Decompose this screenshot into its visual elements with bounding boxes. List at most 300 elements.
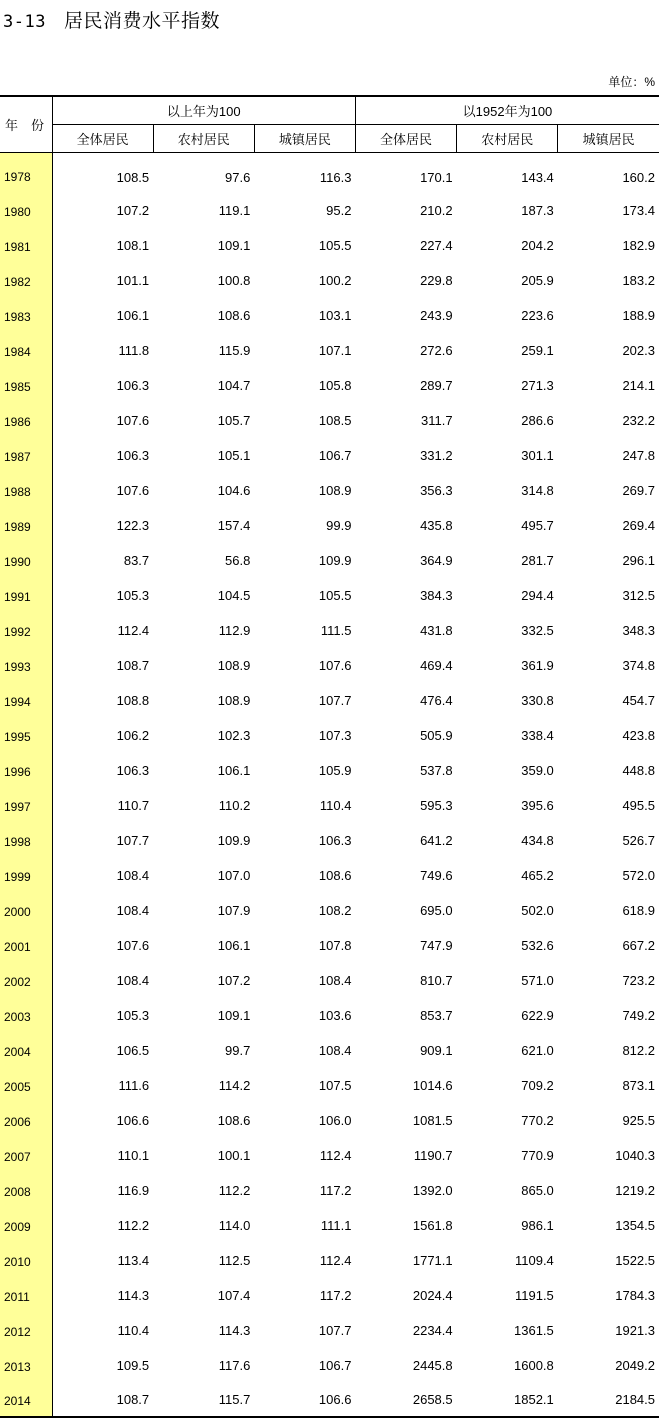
table-row bbox=[0, 1068, 659, 1103]
rural-residents-prev-cell: 117.6 bbox=[218, 1358, 251, 1373]
rural-residents-1952-cell: 621.0 bbox=[521, 1043, 554, 1058]
all-residents-1952-cell: 505.9 bbox=[420, 728, 453, 743]
all-residents-prev-cell: 108.1 bbox=[116, 238, 150, 253]
table-body bbox=[0, 153, 659, 1418]
all-residents-prev-cell: 107.6 bbox=[116, 483, 150, 498]
urban-residents-1952-cell: 269.4 bbox=[622, 518, 655, 533]
urban-residents-1952-cell: 173.4 bbox=[622, 203, 655, 218]
year-cell: 1997 bbox=[0, 788, 52, 823]
urban-residents-1952-cell: 2049.2 bbox=[615, 1358, 655, 1373]
all-residents-1952-cell: 2445.8 bbox=[412, 1358, 453, 1373]
table-row bbox=[0, 718, 659, 753]
rural-residents-1952-cell: 223.6 bbox=[521, 308, 554, 323]
rural-residents-1952-cell: 986.1 bbox=[521, 1218, 554, 1233]
rural-residents-prev-cell: 108.6 bbox=[217, 308, 251, 323]
urban-residents-prev-cell: 107.6 bbox=[318, 658, 352, 673]
rural-residents-prev-cell: 104.7 bbox=[217, 378, 251, 393]
all-residents-1952-cell: 641.2 bbox=[420, 833, 453, 848]
rural-residents-1952-cell: 622.9 bbox=[521, 1008, 554, 1023]
year-cell: 1982 bbox=[0, 263, 52, 298]
all-residents-prev-cell: 114.3 bbox=[117, 1288, 150, 1303]
urban-residents-prev-cell: 111.5 bbox=[320, 623, 352, 638]
all-residents-1952-cell: 747.9 bbox=[420, 938, 453, 953]
urban-residents-prev-cell: 106.0 bbox=[318, 1113, 352, 1128]
urban-residents-prev-cell: 108.9 bbox=[318, 483, 352, 498]
urban-residents-1952-cell: 812.2 bbox=[622, 1043, 655, 1058]
year-cell: 1988 bbox=[0, 473, 52, 508]
all-residents-1952-cell: 170.1 bbox=[420, 169, 453, 185]
all-residents-1952-cell: 289.7 bbox=[420, 378, 453, 393]
year-cell: 1983 bbox=[0, 298, 52, 333]
rural-residents-1952-cell: 361.9 bbox=[521, 658, 554, 673]
rural-residents-prev-cell: 56.8 bbox=[225, 553, 251, 568]
rural-residents-1952-cell: 770.2 bbox=[521, 1113, 554, 1128]
all-residents-prev-cell: 106.3 bbox=[116, 448, 150, 463]
urban-residents-1952-cell: 188.9 bbox=[622, 308, 655, 323]
year-cell: 1985 bbox=[0, 368, 52, 403]
rural-residents-1952-cell: 143.4 bbox=[521, 169, 554, 185]
year-cell: 2014 bbox=[0, 1383, 52, 1417]
rural-residents-1952-cell: 495.7 bbox=[521, 518, 554, 533]
rural-residents-prev-cell: 100.8 bbox=[217, 273, 251, 288]
col-header-all-residents: 全体居民 bbox=[52, 125, 153, 153]
urban-residents-1952-cell: 495.5 bbox=[622, 798, 655, 813]
urban-residents-1952-cell: 1921.3 bbox=[615, 1323, 655, 1338]
urban-residents-1952-cell: 749.2 bbox=[622, 1008, 655, 1023]
year-cell: 1999 bbox=[0, 858, 52, 893]
year-cell: 2011 bbox=[0, 1278, 52, 1313]
urban-residents-1952-cell: 269.7 bbox=[622, 483, 655, 498]
rural-residents-1952-cell: 294.4 bbox=[521, 588, 554, 603]
year-cell: 2006 bbox=[0, 1103, 52, 1138]
urban-residents-prev-cell: 106.7 bbox=[318, 448, 352, 463]
urban-residents-prev-cell: 108.2 bbox=[318, 903, 352, 918]
all-residents-prev-cell: 107.6 bbox=[116, 413, 150, 428]
rural-residents-prev-cell: 115.7 bbox=[153, 1383, 254, 1417]
all-residents-prev-cell: 107.6 bbox=[116, 938, 150, 953]
rural-residents-1952-cell: 338.4 bbox=[521, 728, 554, 743]
rural-residents-prev-cell: 112.9 bbox=[218, 623, 251, 638]
year-cell: 2005 bbox=[0, 1068, 52, 1103]
all-residents-1952-cell: 1561.8 bbox=[412, 1218, 453, 1233]
urban-residents-prev-cell: 108.4 bbox=[318, 1043, 352, 1058]
all-residents-1952-cell: 210.2 bbox=[420, 203, 453, 218]
urban-residents-prev-cell: 105.5 bbox=[318, 588, 352, 603]
all-residents-1952-cell: 229.8 bbox=[420, 273, 453, 288]
rural-residents-1952-cell: 359.0 bbox=[521, 763, 554, 778]
all-residents-1952-cell: 2024.4 bbox=[412, 1288, 453, 1303]
table-row bbox=[0, 578, 659, 613]
all-residents-1952-cell: 695.0 bbox=[420, 903, 453, 918]
table-row bbox=[0, 1138, 659, 1173]
urban-residents-1952-cell: 247.8 bbox=[622, 448, 655, 463]
all-residents-prev-cell: 112.4 bbox=[117, 623, 150, 638]
rural-residents-prev-cell: 108.6 bbox=[217, 1113, 251, 1128]
table-row bbox=[0, 893, 659, 928]
urban-residents-prev-cell: 105.8 bbox=[318, 378, 352, 393]
rural-residents-prev-cell: 104.6 bbox=[217, 483, 251, 498]
year-cell: 2012 bbox=[0, 1313, 52, 1348]
all-residents-1952-cell: 1081.5 bbox=[412, 1113, 453, 1128]
col-header-urban-residents: 城镇居民 bbox=[558, 125, 659, 153]
all-residents-1952-cell: 749.6 bbox=[420, 868, 453, 883]
all-residents-prev-cell: 106.6 bbox=[116, 1113, 150, 1128]
rural-residents-prev-cell: 105.7 bbox=[217, 413, 251, 428]
table-row bbox=[0, 1173, 659, 1208]
table-row bbox=[0, 788, 659, 823]
urban-residents-prev-cell: 111.1 bbox=[320, 1218, 352, 1233]
rural-residents-prev-cell: 109.1 bbox=[217, 238, 251, 253]
year-cell: 2010 bbox=[0, 1243, 52, 1278]
urban-residents-prev-cell: 106.6 bbox=[254, 1383, 355, 1417]
col-header-all-residents: 全体居民 bbox=[355, 125, 456, 153]
urban-residents-prev-cell: 110.4 bbox=[319, 798, 352, 813]
rural-residents-prev-cell: 157.4 bbox=[217, 518, 251, 533]
rural-residents-prev-cell: 97.6 bbox=[225, 169, 251, 185]
table-row bbox=[0, 1033, 659, 1068]
all-residents-1952-cell: 1771.1 bbox=[412, 1253, 453, 1268]
rural-residents-1952-cell: 770.9 bbox=[521, 1148, 554, 1163]
urban-residents-1952-cell: 572.0 bbox=[622, 868, 655, 883]
table-row bbox=[0, 1243, 659, 1278]
urban-residents-1952-cell: 183.2 bbox=[622, 273, 655, 288]
all-residents-prev-cell: 111.6 bbox=[118, 1078, 150, 1093]
urban-residents-1952-cell: 448.8 bbox=[622, 763, 655, 778]
all-residents-prev-cell: 110.7 bbox=[117, 798, 150, 813]
urban-residents-prev-cell: 109.9 bbox=[318, 553, 352, 568]
all-residents-prev-cell: 108.4 bbox=[116, 973, 150, 988]
table-row bbox=[0, 368, 659, 403]
all-residents-prev-cell: 122.3 bbox=[116, 518, 150, 533]
table-row bbox=[0, 263, 659, 298]
group-header-1952: 以1952年为100 bbox=[355, 96, 659, 125]
all-residents-prev-cell: 106.5 bbox=[116, 1043, 150, 1058]
table-row bbox=[0, 858, 659, 893]
all-residents-1952-cell: 469.4 bbox=[420, 658, 453, 673]
rural-residents-prev-cell: 114.3 bbox=[218, 1323, 251, 1338]
all-residents-1952-cell: 595.3 bbox=[420, 798, 453, 813]
rural-residents-1952-cell: 571.0 bbox=[521, 973, 554, 988]
rural-residents-1952-cell: 465.2 bbox=[521, 868, 554, 883]
urban-residents-1952-cell: 214.1 bbox=[622, 378, 655, 393]
rural-residents-prev-cell: 114.2 bbox=[218, 1078, 251, 1093]
rural-residents-prev-cell: 107.2 bbox=[217, 973, 251, 988]
all-residents-prev-cell: 108.7 bbox=[52, 1383, 153, 1417]
urban-residents-1952-cell: 202.3 bbox=[622, 343, 655, 358]
urban-residents-1952-cell: 1219.2 bbox=[615, 1183, 655, 1198]
rural-residents-prev-cell: 106.1 bbox=[217, 763, 251, 778]
urban-residents-prev-cell: 107.7 bbox=[318, 1323, 352, 1338]
rural-residents-1952-cell: 330.8 bbox=[521, 693, 554, 708]
urban-residents-prev-cell: 117.2 bbox=[319, 1183, 352, 1198]
rural-residents-1952-cell: 1191.5 bbox=[514, 1288, 554, 1303]
urban-residents-prev-cell: 107.8 bbox=[318, 938, 352, 953]
table-row bbox=[0, 963, 659, 998]
urban-residents-prev-cell: 106.7 bbox=[318, 1358, 352, 1373]
year-cell: 1987 bbox=[0, 438, 52, 473]
all-residents-prev-cell: 112.2 bbox=[117, 1218, 150, 1233]
all-residents-prev-cell: 111.8 bbox=[118, 343, 150, 358]
urban-residents-1952-cell: 873.1 bbox=[622, 1078, 655, 1093]
all-residents-1952-cell: 810.7 bbox=[420, 973, 453, 988]
table-row bbox=[0, 1278, 659, 1313]
urban-residents-1952-cell: 296.1 bbox=[622, 553, 655, 568]
all-residents-prev-cell: 106.1 bbox=[116, 308, 150, 323]
year-cell: 1981 bbox=[0, 228, 52, 263]
rural-residents-1952-cell: 187.3 bbox=[521, 203, 554, 218]
rural-residents-prev-cell: 102.3 bbox=[217, 728, 251, 743]
col-header-rural-residents: 农村居民 bbox=[457, 125, 558, 153]
table-row bbox=[0, 683, 659, 718]
all-residents-prev-cell: 108.4 bbox=[116, 868, 150, 883]
all-residents-prev-cell: 110.1 bbox=[117, 1148, 150, 1163]
rural-residents-prev-cell: 107.0 bbox=[217, 868, 251, 883]
all-residents-1952-cell: 243.9 bbox=[420, 308, 453, 323]
year-cell: 1992 bbox=[0, 613, 52, 648]
rural-residents-1952-cell: 1361.5 bbox=[514, 1323, 554, 1338]
table-row bbox=[0, 648, 659, 683]
year-cell: 2013 bbox=[0, 1348, 52, 1383]
rural-residents-prev-cell: 109.1 bbox=[217, 1008, 251, 1023]
rural-residents-1952-cell: 395.6 bbox=[521, 798, 554, 813]
all-residents-prev-cell: 107.7 bbox=[116, 833, 150, 848]
table-row bbox=[0, 753, 659, 788]
urban-residents-1952-cell: 182.9 bbox=[622, 238, 655, 253]
rural-residents-1952-cell: 1109.4 bbox=[514, 1253, 554, 1268]
all-residents-1952-cell: 853.7 bbox=[420, 1008, 453, 1023]
table-row bbox=[0, 928, 659, 963]
table-row bbox=[0, 1208, 659, 1243]
year-cell: 1986 bbox=[0, 403, 52, 438]
rural-residents-prev-cell: 112.5 bbox=[218, 1253, 251, 1268]
year-cell: 2007 bbox=[0, 1138, 52, 1173]
year-cell: 2008 bbox=[0, 1173, 52, 1208]
rural-residents-1952-cell: 271.3 bbox=[521, 378, 554, 393]
urban-residents-prev-cell: 112.4 bbox=[319, 1253, 352, 1268]
table-row bbox=[0, 333, 659, 368]
urban-residents-1952-cell: 423.8 bbox=[622, 728, 655, 743]
rural-residents-1952-cell: 281.7 bbox=[521, 553, 554, 568]
year-cell: 1989 bbox=[0, 508, 52, 543]
table-row bbox=[0, 1103, 659, 1138]
urban-residents-1952-cell: 374.8 bbox=[622, 658, 655, 673]
table-number: 3-13 bbox=[3, 12, 46, 32]
year-cell: 2001 bbox=[0, 928, 52, 963]
rural-residents-1952-cell: 709.2 bbox=[521, 1078, 554, 1093]
all-residents-prev-cell: 106.2 bbox=[116, 728, 150, 743]
urban-residents-1952-cell: 1784.3 bbox=[615, 1288, 655, 1303]
all-residents-prev-cell: 116.9 bbox=[117, 1183, 150, 1198]
rural-residents-prev-cell: 114.0 bbox=[218, 1218, 251, 1233]
group-header-previous-year: 以上年为100 bbox=[52, 96, 355, 125]
urban-residents-prev-cell: 108.5 bbox=[318, 413, 352, 428]
rural-residents-1952-cell: 1852.1 bbox=[457, 1383, 558, 1417]
rural-residents-1952-cell: 204.2 bbox=[521, 238, 554, 253]
rural-residents-1952-cell: 314.8 bbox=[521, 483, 554, 498]
year-cell: 1996 bbox=[0, 753, 52, 788]
rural-residents-1952-cell: 301.1 bbox=[521, 448, 554, 463]
all-residents-1952-cell: 311.7 bbox=[421, 413, 453, 428]
urban-residents-prev-cell: 103.6 bbox=[318, 1008, 352, 1023]
table-row bbox=[0, 403, 659, 438]
all-residents-1952-cell: 331.2 bbox=[420, 448, 453, 463]
all-residents-prev-cell: 106.3 bbox=[116, 378, 150, 393]
urban-residents-1952-cell: 160.2 bbox=[622, 169, 655, 185]
year-cell: 2009 bbox=[0, 1208, 52, 1243]
urban-residents-prev-cell: 106.3 bbox=[318, 833, 352, 848]
table-row bbox=[0, 1348, 659, 1383]
page-title bbox=[3, 6, 220, 33]
rural-residents-prev-cell: 105.1 bbox=[217, 448, 251, 463]
urban-residents-1952-cell: 618.9 bbox=[622, 903, 655, 918]
urban-residents-1952-cell: 312.5 bbox=[622, 588, 655, 603]
all-residents-1952-cell: 227.4 bbox=[420, 238, 453, 253]
table-row bbox=[0, 1383, 659, 1417]
rural-residents-prev-cell: 100.1 bbox=[217, 1148, 251, 1163]
all-residents-1952-cell: 537.8 bbox=[420, 763, 453, 778]
urban-residents-prev-cell: 117.2 bbox=[319, 1288, 352, 1303]
urban-residents-prev-cell: 107.7 bbox=[318, 693, 352, 708]
urban-residents-prev-cell: 105.5 bbox=[318, 238, 352, 253]
all-residents-prev-cell: 108.4 bbox=[116, 903, 150, 918]
urban-residents-1952-cell: 925.5 bbox=[622, 1113, 655, 1128]
table-row bbox=[0, 153, 659, 194]
year-cell: 2004 bbox=[0, 1033, 52, 1068]
rural-residents-1952-cell: 532.6 bbox=[521, 938, 554, 953]
urban-residents-prev-cell: 112.4 bbox=[319, 1148, 352, 1163]
rural-residents-prev-cell: 99.7 bbox=[225, 1043, 251, 1058]
rural-residents-1952-cell: 259.1 bbox=[521, 343, 554, 358]
table-row bbox=[0, 473, 659, 508]
table-row bbox=[0, 228, 659, 263]
urban-residents-prev-cell: 107.5 bbox=[318, 1078, 352, 1093]
all-residents-prev-cell: 108.8 bbox=[116, 693, 150, 708]
year-cell: 1984 bbox=[0, 333, 52, 368]
all-residents-1952-cell: 2234.4 bbox=[412, 1323, 453, 1338]
urban-residents-1952-cell: 2184.5 bbox=[558, 1383, 659, 1417]
rural-residents-1952-cell: 502.0 bbox=[521, 903, 554, 918]
rural-residents-prev-cell: 110.2 bbox=[218, 798, 251, 813]
rural-residents-1952-cell: 865.0 bbox=[521, 1183, 554, 1198]
rural-residents-prev-cell: 104.5 bbox=[217, 588, 251, 603]
all-residents-prev-cell: 113.4 bbox=[117, 1253, 150, 1268]
rural-residents-1952-cell: 434.8 bbox=[521, 833, 554, 848]
all-residents-1952-cell: 435.8 bbox=[420, 518, 453, 533]
table-row bbox=[0, 998, 659, 1033]
all-residents-prev-cell: 101.1 bbox=[116, 273, 150, 288]
all-residents-1952-cell: 1392.0 bbox=[412, 1183, 453, 1198]
urban-residents-1952-cell: 526.7 bbox=[622, 833, 655, 848]
all-residents-prev-cell: 105.3 bbox=[116, 588, 150, 603]
year-column-header: 年 份 bbox=[0, 96, 52, 153]
urban-residents-prev-cell: 116.3 bbox=[319, 169, 352, 185]
table-row bbox=[0, 823, 659, 858]
urban-residents-prev-cell: 100.2 bbox=[318, 273, 352, 288]
year-cell: 1978 bbox=[0, 153, 52, 194]
urban-residents-1952-cell: 232.2 bbox=[622, 413, 655, 428]
year-cell: 1994 bbox=[0, 683, 52, 718]
urban-residents-prev-cell: 99.9 bbox=[326, 518, 352, 533]
all-residents-1952-cell: 2658.5 bbox=[355, 1383, 456, 1417]
all-residents-prev-cell: 107.2 bbox=[116, 203, 150, 218]
all-residents-1952-cell: 1014.6 bbox=[412, 1078, 453, 1093]
table-row bbox=[0, 298, 659, 333]
urban-residents-1952-cell: 667.2 bbox=[622, 938, 655, 953]
table-row bbox=[0, 438, 659, 473]
all-residents-prev-cell: 108.7 bbox=[116, 658, 150, 673]
rural-residents-prev-cell: 109.9 bbox=[217, 833, 251, 848]
table-row bbox=[0, 193, 659, 228]
all-residents-1952-cell: 431.8 bbox=[420, 623, 453, 638]
all-residents-prev-cell: 105.3 bbox=[116, 1008, 150, 1023]
urban-residents-prev-cell: 108.4 bbox=[318, 973, 352, 988]
col-header-urban-residents: 城镇居民 bbox=[254, 125, 355, 153]
rural-residents-1952-cell: 332.5 bbox=[521, 623, 554, 638]
all-residents-prev-cell: 108.5 bbox=[116, 169, 150, 185]
unit-label: 单位：% bbox=[608, 75, 655, 89]
urban-residents-prev-cell: 105.9 bbox=[318, 763, 352, 778]
urban-residents-1952-cell: 454.7 bbox=[622, 693, 655, 708]
rural-residents-prev-cell: 108.9 bbox=[217, 658, 251, 673]
rural-residents-prev-cell: 115.9 bbox=[218, 343, 251, 358]
rural-residents-1952-cell: 1600.8 bbox=[514, 1358, 554, 1373]
consumption-index-table bbox=[0, 95, 659, 1418]
year-cell: 1990 bbox=[0, 543, 52, 578]
urban-residents-1952-cell: 1522.5 bbox=[615, 1253, 655, 1268]
year-cell: 2000 bbox=[0, 893, 52, 928]
all-residents-1952-cell: 1190.7 bbox=[413, 1148, 453, 1163]
all-residents-prev-cell: 83.7 bbox=[123, 553, 150, 568]
rural-residents-1952-cell: 286.6 bbox=[521, 413, 554, 428]
year-cell: 1980 bbox=[0, 193, 52, 228]
urban-residents-1952-cell: 1354.5 bbox=[615, 1218, 655, 1233]
table-row bbox=[0, 508, 659, 543]
rural-residents-prev-cell: 106.1 bbox=[217, 938, 251, 953]
all-residents-1952-cell: 364.9 bbox=[420, 553, 453, 568]
table-row bbox=[0, 543, 659, 578]
urban-residents-prev-cell: 107.1 bbox=[318, 343, 352, 358]
table-title: 居民消费水平指数 bbox=[63, 11, 220, 32]
urban-residents-prev-cell: 107.3 bbox=[318, 728, 352, 743]
all-residents-1952-cell: 272.6 bbox=[420, 343, 453, 358]
year-cell: 1993 bbox=[0, 648, 52, 683]
all-residents-1952-cell: 476.4 bbox=[420, 693, 453, 708]
urban-residents-1952-cell: 1040.3 bbox=[615, 1148, 655, 1163]
urban-residents-prev-cell: 108.6 bbox=[318, 868, 352, 883]
urban-residents-prev-cell: 103.1 bbox=[318, 308, 352, 323]
all-residents-1952-cell: 909.1 bbox=[420, 1043, 453, 1058]
year-cell: 1998 bbox=[0, 823, 52, 858]
urban-residents-prev-cell: 95.2 bbox=[326, 203, 352, 218]
all-residents-1952-cell: 384.3 bbox=[420, 588, 453, 603]
rural-residents-prev-cell: 112.2 bbox=[218, 1183, 251, 1198]
year-cell: 2003 bbox=[0, 998, 52, 1033]
rural-residents-prev-cell: 107.4 bbox=[217, 1288, 251, 1303]
rural-residents-prev-cell: 119.1 bbox=[218, 203, 251, 218]
all-residents-1952-cell: 356.3 bbox=[420, 483, 453, 498]
urban-residents-1952-cell: 723.2 bbox=[622, 973, 655, 988]
table-row bbox=[0, 613, 659, 648]
all-residents-prev-cell: 106.3 bbox=[116, 763, 150, 778]
year-cell: 1991 bbox=[0, 578, 52, 613]
rural-residents-1952-cell: 205.9 bbox=[521, 273, 554, 288]
all-residents-prev-cell: 109.5 bbox=[116, 1358, 150, 1373]
col-header-rural-residents: 农村居民 bbox=[153, 125, 254, 153]
all-residents-prev-cell: 110.4 bbox=[117, 1323, 150, 1338]
rural-residents-prev-cell: 107.9 bbox=[217, 903, 251, 918]
year-cell: 2002 bbox=[0, 963, 52, 998]
year-cell: 1995 bbox=[0, 718, 52, 753]
